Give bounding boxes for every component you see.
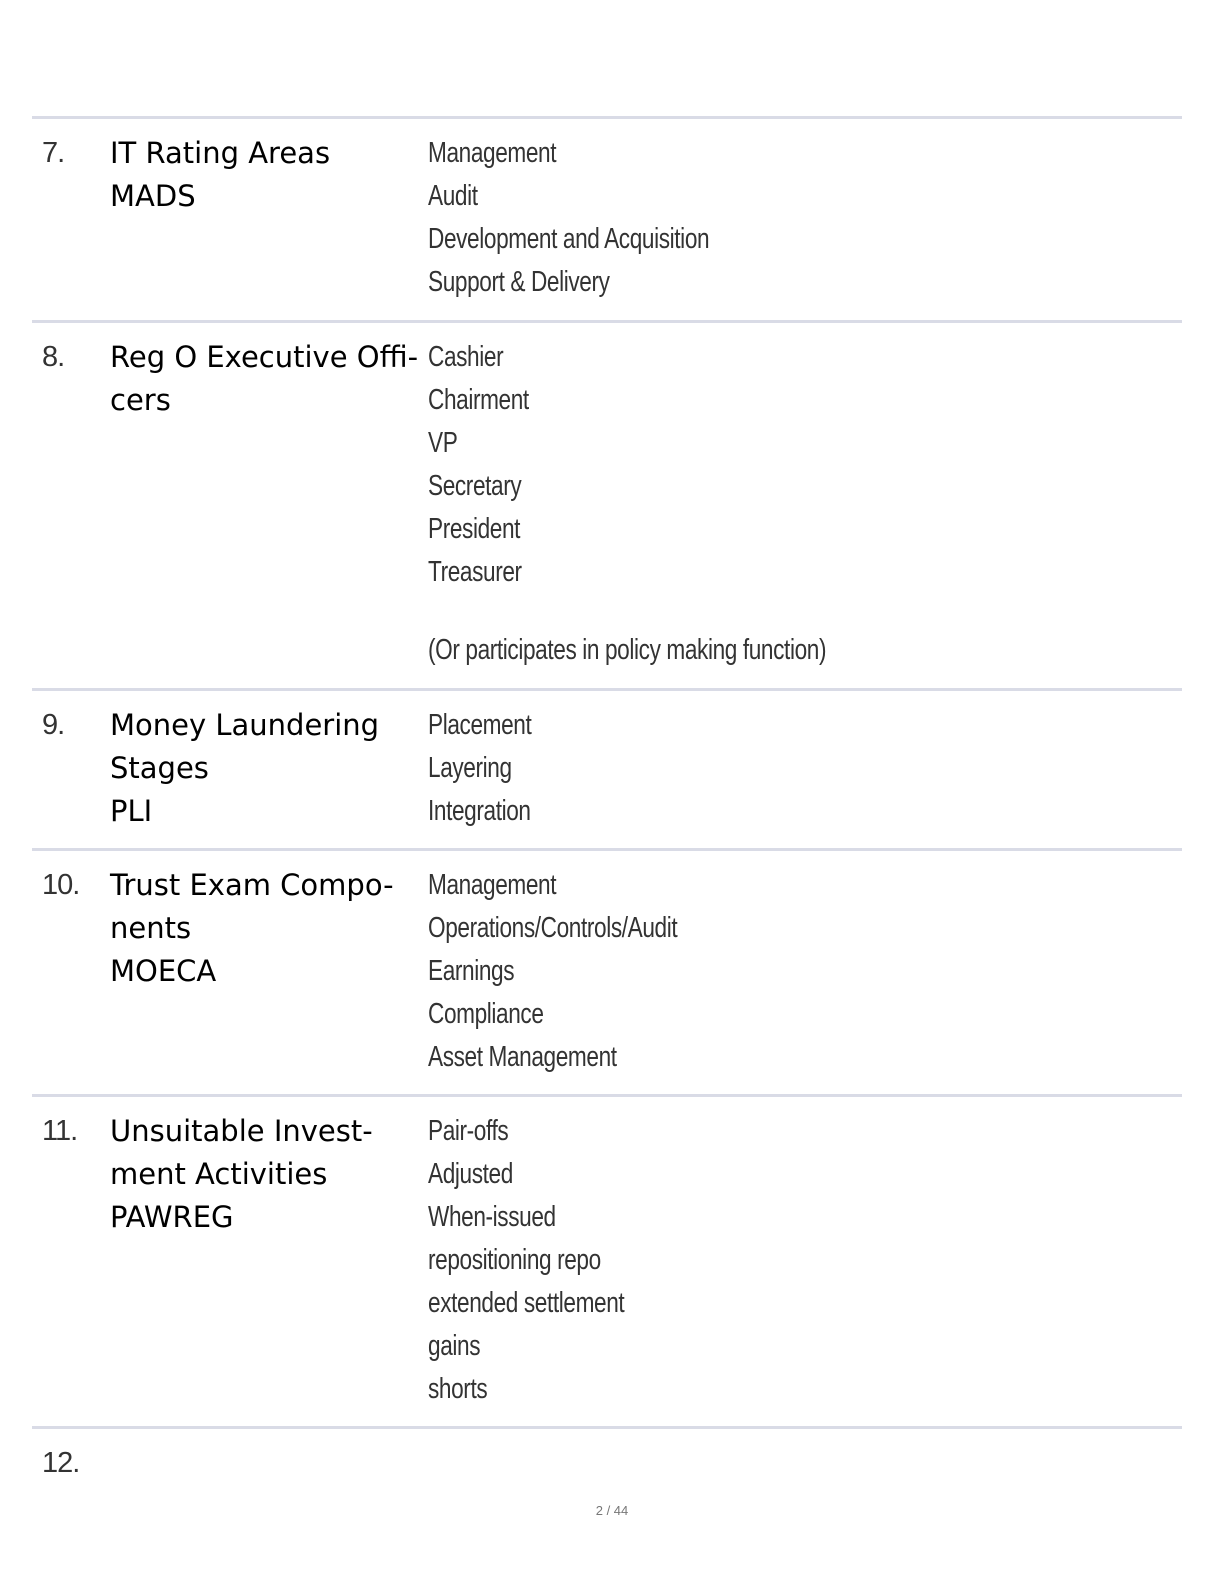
term-cell	[110, 132, 428, 218]
term-mnemonic: MOECA	[110, 954, 217, 988]
card-row-8	[32, 320, 1182, 688]
page-indicator: 2 / 44	[595, 1503, 629, 1518]
term-line: Unsuitable Invest-	[110, 1114, 373, 1148]
definition-item: Support & Delivery	[428, 266, 610, 298]
row-number: 7.	[42, 137, 65, 169]
term-cell	[110, 336, 428, 422]
term-line: nents	[110, 911, 192, 945]
definition-item: extended settlement	[428, 1287, 625, 1319]
term-line: cers	[110, 383, 171, 417]
term-mnemonic: PLI	[110, 794, 153, 828]
definition-item: VP	[428, 427, 458, 459]
definition-item: Adjusted	[428, 1158, 513, 1190]
definition-item: Integration	[428, 795, 531, 827]
definition-cell	[428, 1110, 1016, 1411]
definition-item: Management	[428, 869, 557, 901]
definition-item: Operations/Controls/Audit	[428, 912, 678, 944]
card-row-9	[32, 688, 1182, 848]
definition-item: President	[428, 513, 521, 545]
card-row-7	[32, 116, 1182, 320]
card-row-11	[32, 1094, 1182, 1426]
definition-cell	[428, 132, 1016, 304]
definition-item: When-issued	[428, 1201, 556, 1233]
term-line: Money Laundering	[110, 708, 380, 742]
definition-item: Management	[428, 137, 557, 169]
row-number: 9.	[42, 709, 65, 741]
definition-item: Chairment	[428, 384, 529, 416]
term-line: Trust Exam Compo-	[110, 868, 394, 902]
row-number: 11.	[42, 1115, 78, 1147]
definition-item: Secretary	[428, 470, 522, 502]
term-line: IT Rating Areas	[110, 136, 331, 170]
row-number: 10.	[42, 869, 80, 901]
definition-item: Compliance	[428, 998, 544, 1030]
definition-item: Earnings	[428, 955, 515, 987]
definition-item: Audit	[428, 180, 478, 212]
definition-item: Development and Acquisition	[428, 223, 710, 255]
term-line: Stages	[110, 751, 209, 785]
card-row-10	[32, 848, 1182, 1094]
definition-item: Layering	[428, 752, 512, 784]
term-mnemonic: PAWREG	[110, 1200, 234, 1234]
definition-cell	[428, 864, 1016, 1079]
definition-item: gains	[428, 1330, 481, 1362]
definition-item: repositioning repo	[428, 1244, 601, 1276]
term-line: Reg O Executive Offi-	[110, 340, 419, 374]
term-line: ment Activities	[110, 1157, 328, 1191]
flashcard-list	[32, 116, 1182, 1506]
definition-cell	[428, 336, 1016, 672]
term-cell	[110, 864, 428, 993]
definition-item: shorts	[428, 1373, 488, 1405]
term-mnemonic: MADS	[110, 179, 196, 213]
definition-item: Pair-offs	[428, 1115, 509, 1147]
definition-item: Asset Management	[428, 1041, 617, 1073]
card-row-12	[32, 1426, 1182, 1506]
definition-item: Placement	[428, 709, 532, 741]
row-number: 12.	[42, 1447, 80, 1479]
definition-note: (Or participates in policy making function)	[428, 634, 827, 666]
term-cell	[110, 704, 428, 833]
row-number: 8.	[42, 341, 65, 373]
term-cell	[110, 1110, 428, 1239]
definition-item: Cashier	[428, 341, 504, 373]
definition-item: Treasurer	[428, 556, 522, 588]
definition-cell	[428, 704, 1016, 833]
